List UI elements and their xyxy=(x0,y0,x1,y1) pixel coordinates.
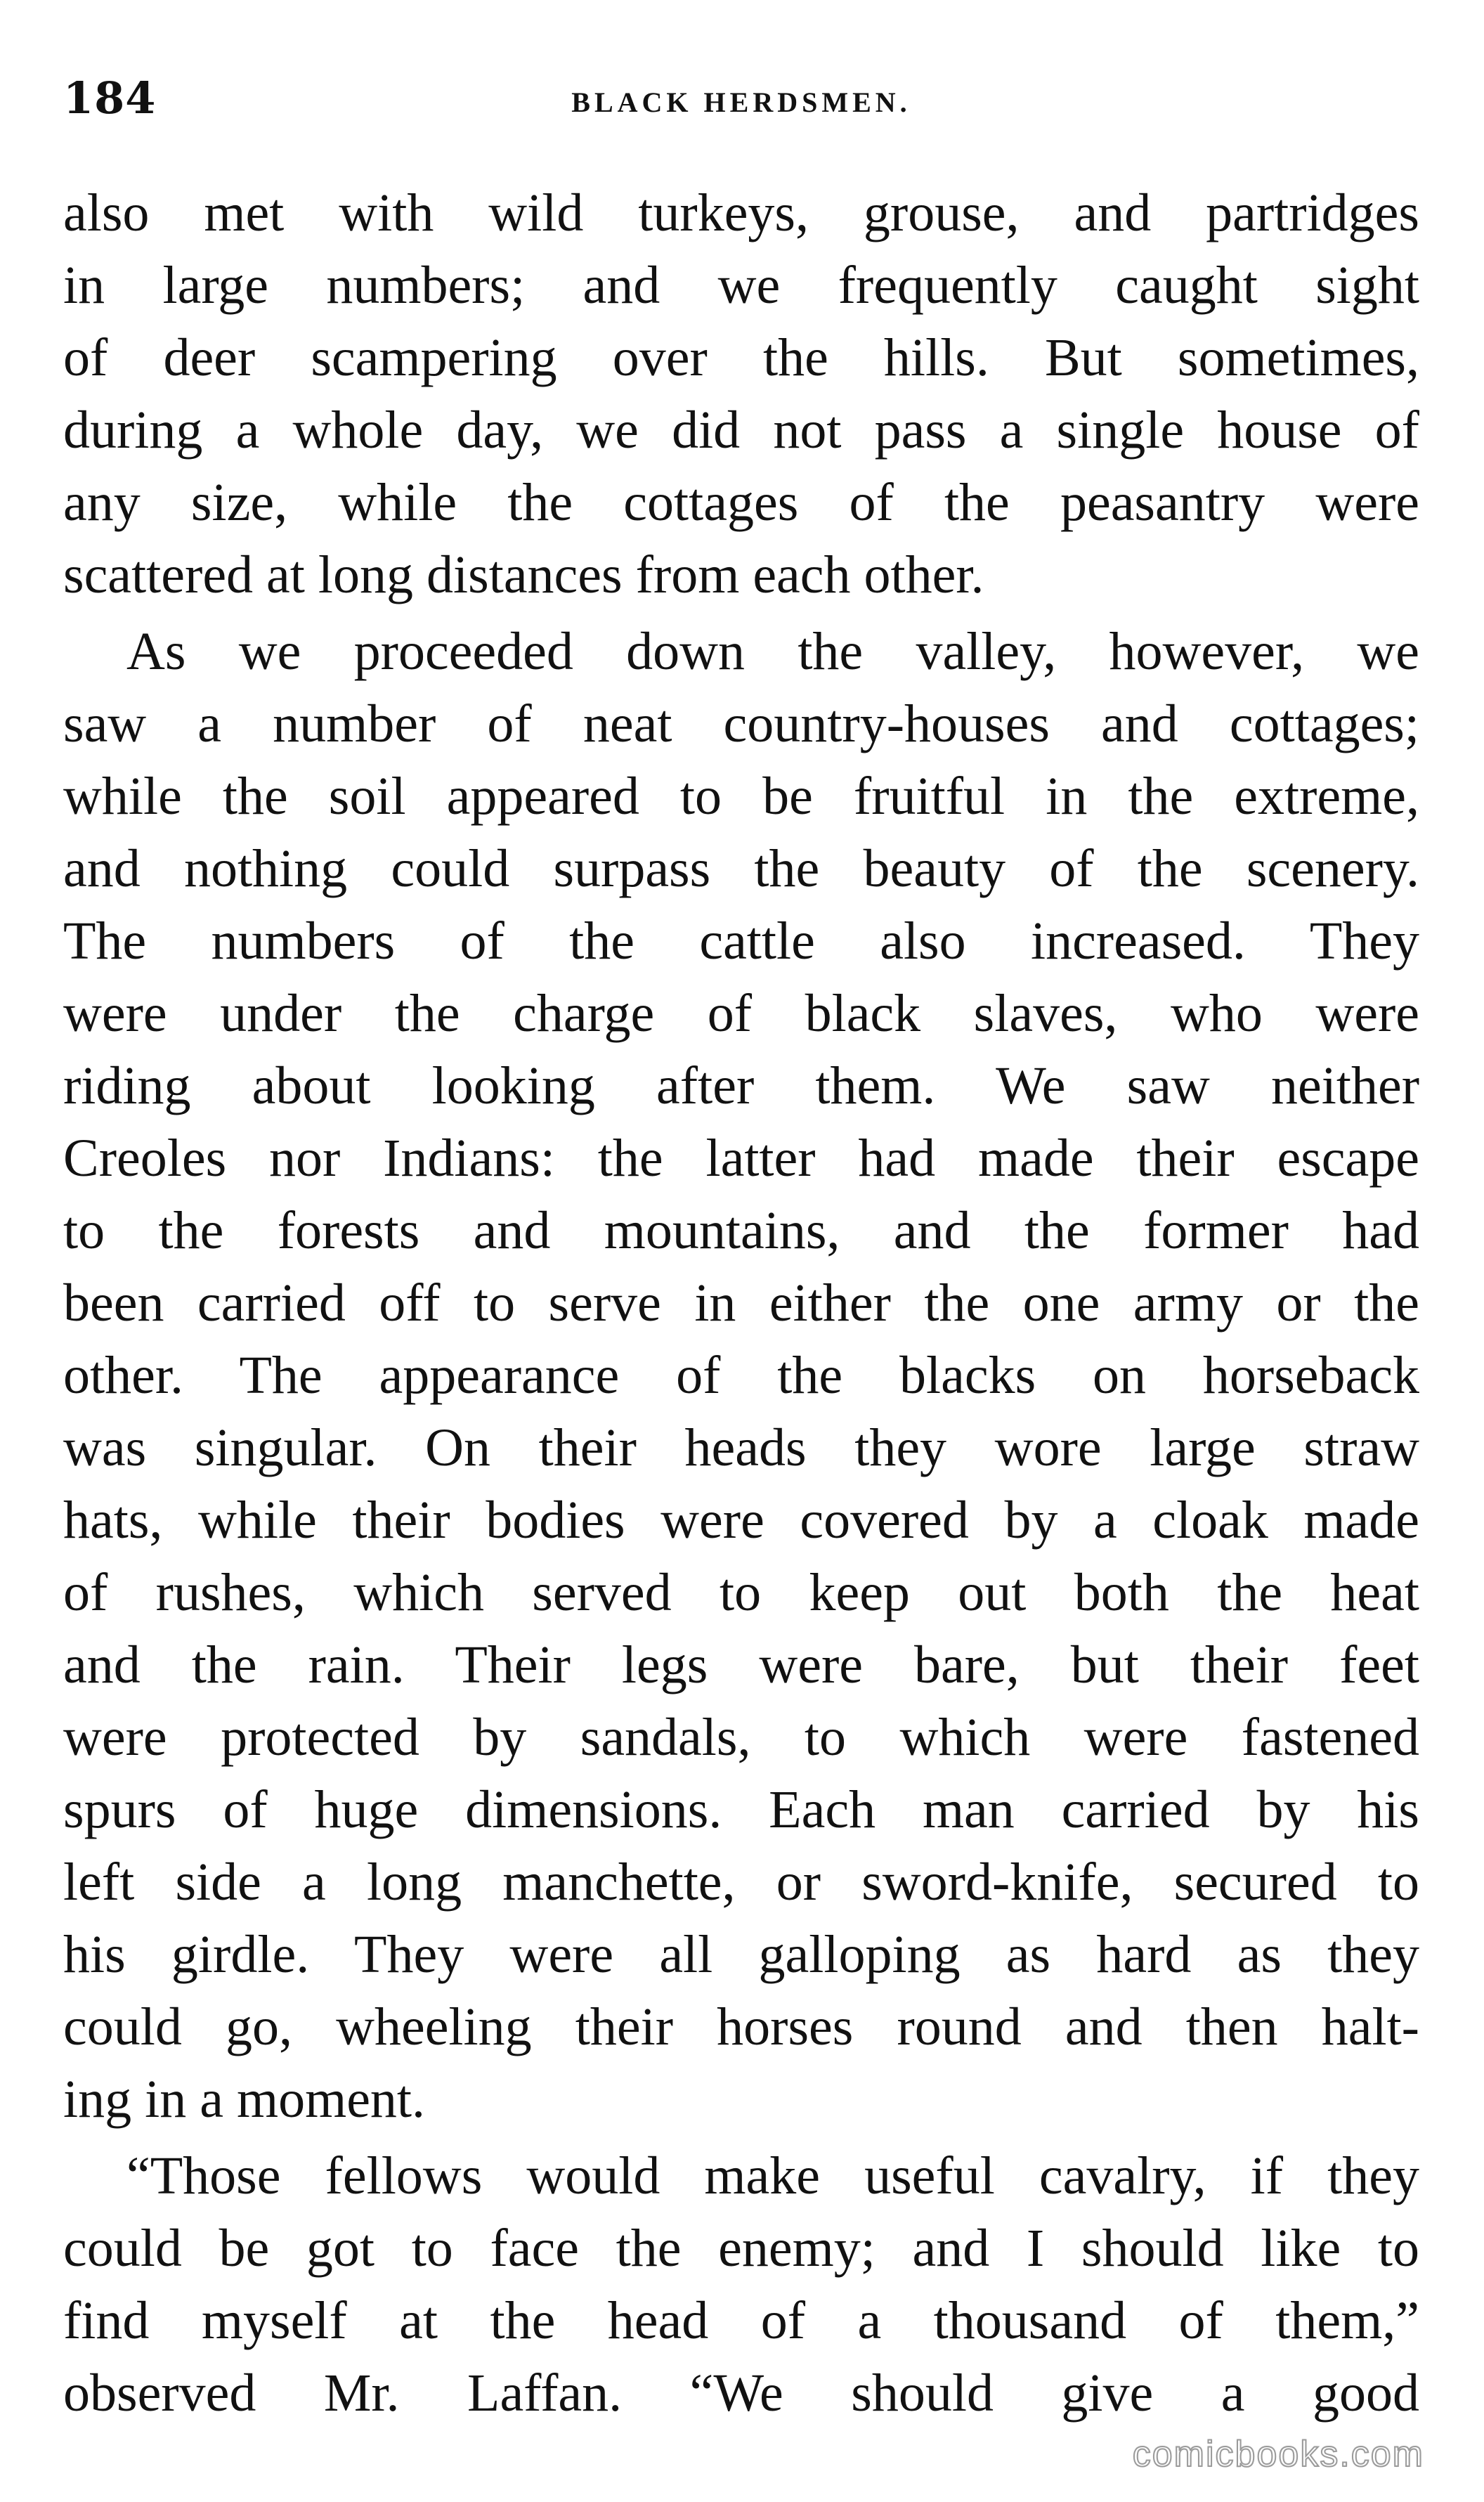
text-line: any size, while the cottages of the peasantry were xyxy=(63,473,1419,532)
text-line: riding about looking after them. We saw neither xyxy=(63,1056,1419,1115)
text-line: The numbers of the cattle also increased. They xyxy=(63,912,1419,971)
text-line: ing in a moment. xyxy=(63,2070,426,2129)
text-line: could be got to face the enemy; and I should like to xyxy=(63,2219,1419,2278)
text-line: observed Mr. Laffan. “We should give a good xyxy=(63,2364,1419,2423)
text-line: was singular. On their heads they wore large straw xyxy=(63,1418,1419,1477)
text-line: and the rain. Their legs were bare, but their feet xyxy=(63,1635,1419,1694)
text-line: spurs of huge dimensions. Each man carried by his xyxy=(63,1780,1419,1839)
text-line: As we proceeded down the valley, however, we xyxy=(126,622,1419,681)
text-line: his girdle. They were all galloping as hard as they xyxy=(63,1925,1419,1984)
text-line: been carried off to serve in either the one army or the xyxy=(63,1273,1419,1333)
body-text xyxy=(63,177,1419,2430)
text-line: of deer scampering over the hills. But sometimes, xyxy=(63,328,1419,387)
text-line: scattered at long distances from each other. xyxy=(63,545,984,604)
text-line: saw a number of neat country-houses and cottages; xyxy=(63,694,1419,753)
text-line: and nothing could surpass the beauty of the scenery. xyxy=(63,839,1419,898)
page-number: 184 xyxy=(63,72,157,124)
text-line: of rushes, which served to keep out both the heat xyxy=(63,1563,1419,1622)
text-line: were protected by sandals, to which were fastened xyxy=(63,1708,1419,1767)
text-line: also met with wild turkeys, grouse, and partridges xyxy=(63,183,1419,242)
text-line: left side a long manchette, or sword-knife, secured to xyxy=(63,1853,1419,1912)
text-line: were under the charge of black slaves, who were xyxy=(63,984,1419,1043)
text-line: during a whole day, we did not pass a single house of xyxy=(63,401,1419,460)
watermark: comicbooks.com xyxy=(1132,2434,1424,2475)
running-title: BLACK HERDSMEN. xyxy=(571,86,911,118)
text-line: while the soil appeared to be fruitful in the extreme, xyxy=(63,767,1419,826)
text-line: in large numbers; and we frequently caught sight xyxy=(63,256,1419,315)
text-line: to the forests and mountains, and the former had xyxy=(63,1201,1419,1260)
text-line: hats, while their bodies were covered by a cloak made xyxy=(63,1491,1419,1550)
text-line: find myself at the head of a thousand of them,” xyxy=(63,2291,1419,2350)
text-line: other. The appearance of the blacks on horseback xyxy=(63,1346,1419,1405)
text-line: could go, wheeling their horses round and then halt- xyxy=(63,1997,1419,2056)
text-line: “Those fellows would make useful cavalry, if they xyxy=(126,2146,1419,2205)
text-line: Creoles nor Indians: the latter had made their escape xyxy=(63,1129,1419,1188)
running-head xyxy=(63,67,1419,130)
